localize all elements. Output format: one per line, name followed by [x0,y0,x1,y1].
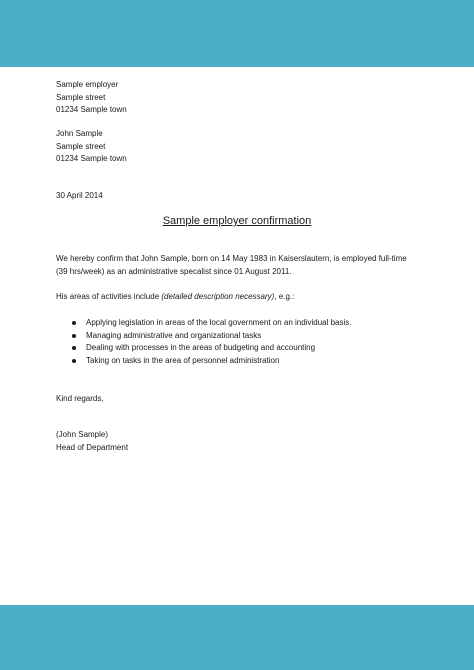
activities-intro-end: , e.g.: [274,292,295,301]
recipient-street: Sample street [56,141,106,151]
confirmation-line-2: (39 hrs/week) as an administrative specalist since 01 August 2011. [56,266,292,276]
list-item-text: Managing administrative and organizational tasks [86,330,262,340]
document-title-text: Sample employer confirmation [162,215,312,227]
bullet-icon [72,321,76,325]
sender-town: 01234 Sample town [56,105,127,115]
list-item-text: Applying legislation in areas of the local government on an individual basis. [86,318,352,327]
confirmation-paragraph [56,253,420,278]
bullet-icon [72,359,76,363]
activities-intro [56,291,420,304]
signature-name: (John Sample) [56,430,109,439]
bullet-icon [72,334,76,338]
list-item [56,342,352,355]
document-title [0,214,474,229]
bullet-icon [72,346,76,350]
activities-intro-start: His areas of activities include [56,292,162,301]
recipient-address [56,128,127,166]
list-item-text: Dealing with processes in the areas of budgeting and accounting [86,343,316,353]
list-item-text: Taking on tasks in the area of personnel administration [86,355,280,365]
confirmation-line-1: We hereby confirm that John Sample, born on 14 May 1983 in Kaiserslautern, is employed full-time [56,254,407,263]
sender-street: Sample street [56,92,106,102]
date-text: 30 April 2014 [56,191,103,200]
activities-list [56,317,352,367]
letter-date [56,190,103,203]
closing-text: Kind regards, [56,394,104,403]
recipient-name: John Sample [56,129,103,138]
header-band [0,0,474,67]
sender-address [56,79,127,117]
closing-block [56,393,104,406]
footer-band [0,605,474,670]
list-item [56,355,352,368]
activities-intro-emphasis: (detailed description necessary) [161,292,275,301]
recipient-town: 01234 Sample town [56,154,127,164]
sender-name: Sample employer [56,80,119,89]
signature-position: Head of Department [56,442,129,452]
list-item [56,330,352,343]
list-item [56,317,352,330]
signature-block [56,429,128,454]
